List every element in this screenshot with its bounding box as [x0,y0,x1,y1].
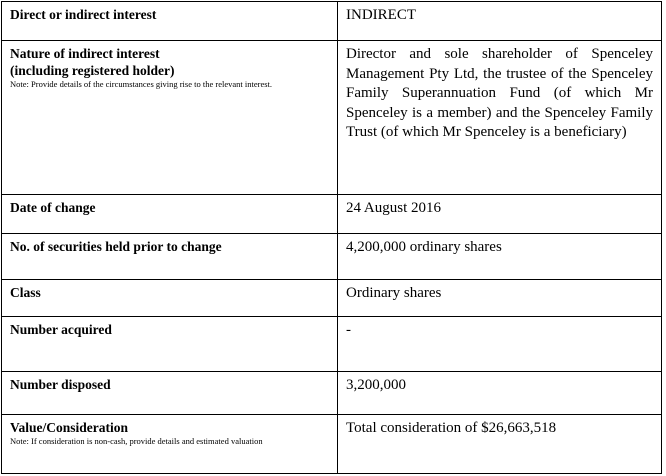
row-label: No. of securities held prior to change [10,239,222,254]
value-cell [338,372,662,415]
table-row [2,234,662,280]
row-value: Ordinary shares [346,285,442,301]
change-of-interest-table [1,1,662,474]
row-value: 24 August 2016 [346,200,442,216]
table-row [2,415,662,474]
value-cell [338,415,662,474]
value-cell [338,41,662,195]
row-label: Date of change [10,200,96,215]
value-cell [338,317,662,372]
label-cell [2,372,338,415]
row-label: Direct or indirect interest [10,7,157,22]
label-cell [2,317,338,372]
label-cell [2,234,338,280]
row-label: Class [10,285,41,300]
label-cell [2,41,338,195]
value-cell [338,195,662,234]
table-row [2,2,662,41]
label-cell [2,280,338,317]
row-label: Number disposed [10,377,111,392]
value-cell [338,234,662,280]
row-value: 3,200,000 [346,377,406,393]
row-value: - [346,322,351,338]
row-value: Total consideration of $26,663,518 [346,420,557,436]
table-row [2,195,662,234]
label-cell [2,2,338,41]
row-value: Director and sole shareholder of Spenceley Management Pty Ltd, the trustee of the Spenceley Family Superannuation Fund (of which Mr Spenceley is a member) and the Spenceley Family Trust (of which Mr Spenceley is a beneficiary) [346,46,653,140]
label-cell [2,195,338,234]
row-label: Number acquired [10,322,112,337]
row-label: Value/Consideration [10,420,129,435]
row-value: INDIRECT [346,7,416,23]
row-label-sub: (including registered holder) [10,63,175,78]
value-cell [338,2,662,41]
row-note: Note: Provide details of the circumstances giving rise to the relevant interest. [10,79,273,89]
table-row [2,372,662,415]
row-value: 4,200,000 ordinary shares [346,239,502,255]
value-cell [338,280,662,317]
row-label: Nature of indirect interest [10,46,160,61]
row-note: Note: If consideration is non-cash, provide details and estimated valuation [10,436,263,446]
table-row [2,317,662,372]
label-cell [2,415,338,474]
table-row [2,41,662,195]
table-row [2,280,662,317]
